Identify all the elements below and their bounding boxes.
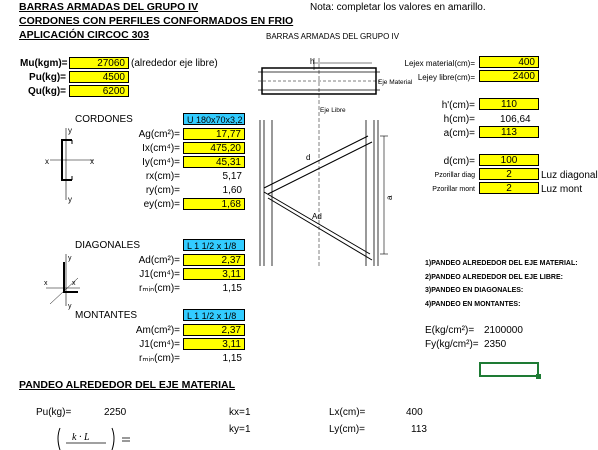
a-input[interactable]: 113 [479,126,539,138]
ly-libre-label: Lejey libre(cm)= [417,73,475,82]
qu-label: Qu(kg)= [27,86,66,97]
montantes-am-label: Am(cm²)= [135,325,180,336]
check-2: 2)PANDEO ALREDEDOR DEL EJE LIBRE: [425,274,563,281]
montantes-rmin-value: 1,15 [222,353,242,364]
title-main: BARRAS ARMADAS DEL GRUPO IV [19,1,199,13]
cordones-rx-label: rx(cm)= [145,171,180,182]
diagonales-rmin-value: 1,15 [222,283,242,294]
montantes-am-input[interactable]: 2,37 [183,324,245,336]
pzorillar-mont-label: Pzorillar mont [432,186,475,193]
ly-value: 113 [411,424,427,435]
formula-fragment [52,426,142,450]
angle-axis-y-top: y [68,255,72,262]
cordones-ix-input[interactable]: 475,20 [183,142,245,154]
lx-material-input[interactable]: 400 [479,56,539,68]
note-text: Nota: completar los valores en amarillo. [310,2,486,13]
pzorillar-diag-label: Pzorillar diag [434,172,475,179]
kx-value: 1 [245,407,251,418]
label-eje-libre: Eje Libre [320,107,346,114]
lx-material-label: Lejex material(cm)= [404,59,475,68]
check-1: 1)PANDEO ALREDEDOR DEL EJE MATERIAL: [425,260,578,267]
title-app: APLICACIÓN CIRCOC 303 [19,29,150,41]
ly-libre-input[interactable]: 2400 [479,70,539,82]
cordones-ey-input[interactable]: 1,68 [183,198,245,210]
pzorillar-mont-input[interactable]: 2 [479,182,539,194]
h-prime-label: h'(cm)= [441,100,475,111]
cordones-ry-label: ry(cm)= [145,185,180,196]
a-label: a(cm)= [443,128,475,139]
diagonales-profile[interactable]: L 1 1/2 x 1/8 [183,239,245,251]
montantes-rmin-label: rₘᵢₙ(cm)= [139,353,180,364]
pu-label: Pu(kg)= [29,72,66,83]
e-value: 2100000 [484,325,523,336]
cordones-ag-label: Ag(cm²)= [138,129,180,140]
axis-y-top: y [68,126,72,135]
fy-value: 2350 [484,339,507,350]
angle-axis-x-right: x [72,280,76,287]
fill-handle[interactable] [536,374,541,379]
cordones-profile[interactable]: U 180x70x3,2 [183,113,245,125]
montantes-j1-input[interactable]: 3,11 [183,338,245,350]
pu2-label: Pu(kg)= [36,407,72,418]
kx-label: kx= [229,407,245,418]
title-sub: CORDONES CON PERFILES CONFORMADOS EN FRIO [19,15,294,27]
pu-input[interactable]: 4500 [69,71,129,83]
ky-label: ky= [229,424,245,435]
lx-value: 400 [406,407,423,418]
h-label: h(cm)= [443,114,475,125]
luz-diagonal-note: Luz diagonal [541,170,598,181]
cordones-iy-input[interactable]: 45,31 [183,156,245,168]
channel-section-icon [42,124,108,206]
selected-cell[interactable] [479,362,539,377]
label-d: d [306,153,311,162]
ly-label: Ly(cm)= [329,424,366,435]
montantes-j1-label: J1(cm⁴)= [139,339,180,350]
diagonales-rmin-label: rₘᵢₙ(cm)= [139,283,180,294]
diagonales-j1-label: J1(cm⁴)= [139,269,180,280]
section-pandeo-title: PANDEO ALREDEDOR DEL EJE MATERIAL [19,379,236,391]
label-h: h [310,57,315,66]
cordones-ix-label: Ix(cm⁴)= [142,143,180,154]
pu2-value: 2250 [104,407,127,418]
formula-kl: k · L [72,432,90,443]
truss-figure [252,40,412,268]
angle-section-icon [42,252,82,310]
mu-input[interactable]: 27060 [69,57,129,69]
lx-label: Lx(cm)= [329,407,366,418]
luz-mont-note: Luz mont [541,184,583,195]
figure-title: BARRAS ARMADAS DEL GRUPO IV [266,32,400,41]
check-3: 3)PANDEO EN DIAGONALES: [425,287,524,294]
h-prime-input[interactable]: 110 [479,98,539,110]
cordones-ag-input[interactable]: 17,77 [183,128,245,140]
angle-axis-y-bottom: y [68,303,72,310]
cordones-ey-label: ey(cm)= [143,199,180,210]
d-label: d(cm)= [443,156,475,167]
cordones-rx-value: 5,17 [222,171,242,182]
e-label: E(kg/cm²)= [425,325,475,336]
axis-y-bottom: y [68,195,72,204]
ky-value: 1 [245,424,251,435]
label-eje-material: Eje Material [378,79,413,86]
fy-label: Fy(kg/cm²)= [425,339,479,350]
montantes-profile[interactable]: L 1 1/2 x 1/8 [183,309,245,321]
cordones-label: CORDONES [75,114,133,125]
label-a: a [385,195,394,200]
label-ad: Ad [312,212,322,221]
check-4: 4)PANDEO EN MONTANTES: [425,301,521,308]
diagonales-ad-input[interactable]: 2,37 [183,254,245,266]
cordones-ry-value: 1,60 [222,185,242,196]
qu-input[interactable]: 6200 [69,85,129,97]
d-input[interactable]: 100 [479,154,539,166]
pzorillar-diag-input[interactable]: 2 [479,168,539,180]
h-value: 106,64 [500,114,531,125]
mu-label: Mu(kgm)= [20,58,68,69]
axis-x-left: x [45,157,49,166]
mu-note: (alrededor eje libre) [131,58,218,69]
diagonales-j1-input[interactable]: 3,11 [183,268,245,280]
diagonales-label: DIAGONALES [75,240,141,251]
angle-axis-x-left: x [44,280,48,287]
cordones-iy-label: Iy(cm⁴)= [142,157,180,168]
axis-x-right: x [90,157,94,166]
montantes-label: MONTANTES [75,310,138,321]
diagonales-ad-label: Ad(cm²)= [138,255,180,266]
